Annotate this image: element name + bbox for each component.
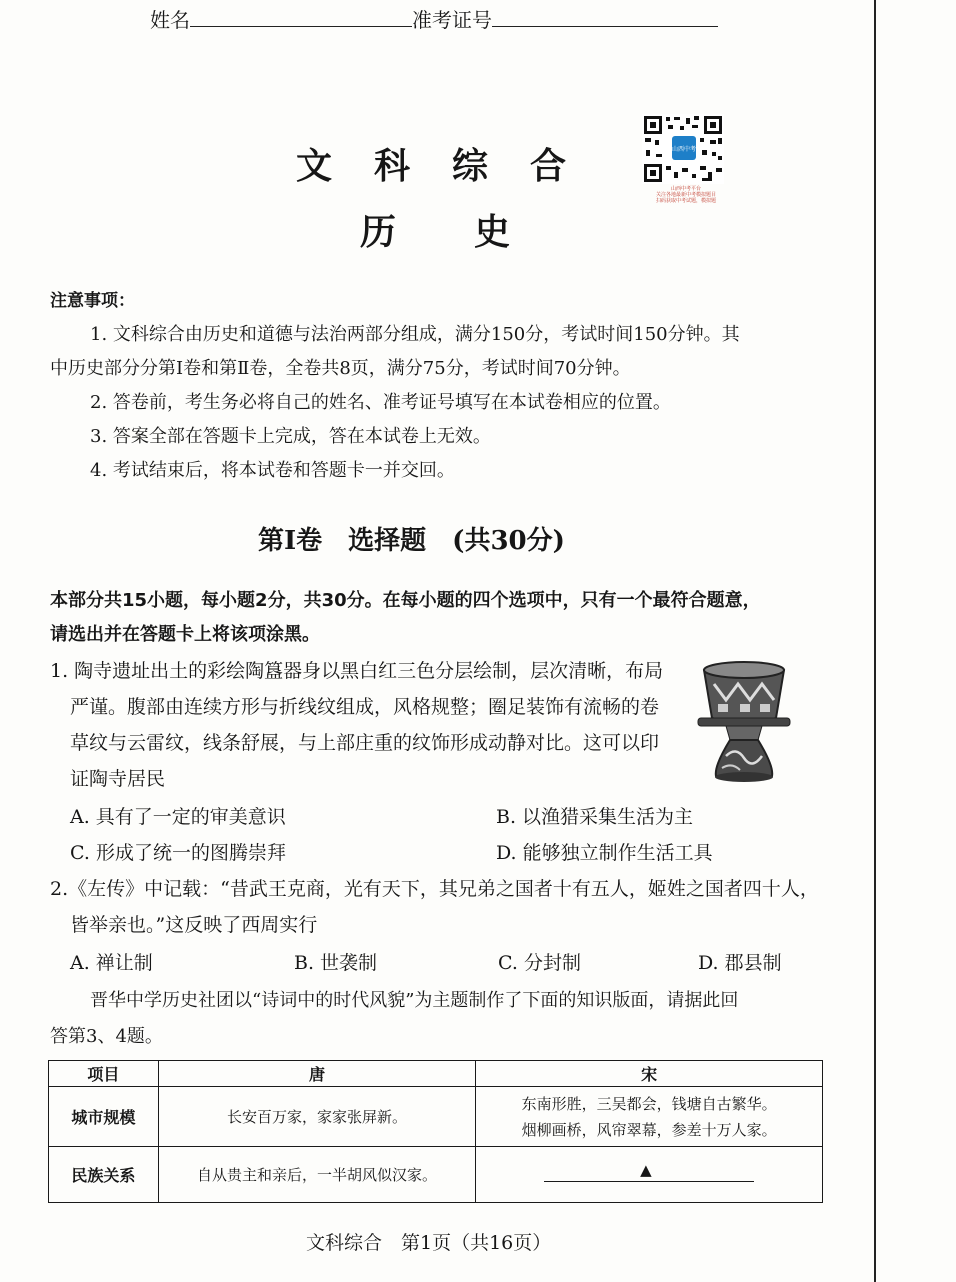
question-1-option-c[interactable]: C. 形成了统一的图腾崇拜: [70, 842, 286, 864]
table-row: [49, 1147, 823, 1203]
table-item-cell: 民族关系: [49, 1147, 159, 1203]
question-1-line: 证陶寺居民: [70, 768, 166, 790]
context-line: 答第3、4题。: [50, 1026, 163, 1047]
question-2-option-b[interactable]: B. 世袭制: [294, 952, 378, 974]
exam-id-label: 准考证号: [412, 8, 492, 32]
knowledge-table: [48, 1060, 823, 1203]
question-1-option-d[interactable]: D. 能够独立制作生活工具: [496, 842, 713, 864]
exam-id-blank-line[interactable]: [492, 26, 718, 27]
table-row: [49, 1087, 823, 1147]
qr-caption: [636, 186, 736, 204]
table-song-cell: [476, 1147, 823, 1203]
section-instruction: 请选出并在答题卡上将该项涂黑。: [50, 624, 320, 645]
notice-line: 3. 答案全部在答题卡上完成，答在本试卷上无效。: [90, 426, 491, 447]
table-header-cell: 宋: [476, 1061, 823, 1087]
question-1-line: 1. 陶寺遗址出土的彩绘陶簋器身以黑白红三色分层绘制，层次清晰，布局: [50, 660, 664, 682]
table-header-cell: 唐: [158, 1061, 475, 1087]
qr-caption-line: 扫码获取中考试题，模拟题: [655, 198, 716, 204]
page-footer: 文科综合 第1页（共16页）: [306, 1232, 552, 1254]
question-1-option-a[interactable]: A. 具有了一定的审美意识: [70, 806, 286, 828]
notice-line: 1. 文科综合由历史和道德与法治两部分组成，满分150分，考试时间150分钟。其: [90, 324, 740, 345]
page-title: 文科综合: [296, 146, 609, 187]
subject-title: 历史: [360, 212, 589, 253]
question-2-line: 2.《左传》中记载：“昔武王克商，光有天下，其兄弟之国者十有五人，姬姓之国者四十人，: [50, 878, 819, 900]
question-1-line: 草纹与云雷纹，线条舒展，与上部庄重的纹饰形成动静对比。这可以印: [70, 732, 660, 754]
table-header-row: [49, 1061, 823, 1087]
triangle-marker: ▲: [640, 1161, 652, 1179]
answer-blank[interactable]: [544, 1159, 754, 1182]
qr-caption-line: 山西中考平台: [670, 186, 701, 192]
table-header-cell: 项目: [49, 1061, 159, 1087]
qr-code-icon: [642, 114, 724, 184]
question-2-option-a[interactable]: A. 禅让制: [70, 952, 153, 974]
table-tang-cell: 长安百万家，家家张屏新。: [158, 1087, 475, 1147]
notice-line: 2. 答卷前，考生务必将自己的姓名、准考证号填写在本试卷相应的位置。: [90, 392, 671, 413]
table-song-cell: [476, 1087, 823, 1147]
question-2-line: 皆举亲也。”这反映了西周实行: [70, 914, 318, 936]
question-2-option-d[interactable]: D. 郡县制: [698, 952, 782, 974]
context-line: 晋华中学历史社团以“诗词中的时代风貌”为主题制作了下面的知识版面，请据此回: [90, 990, 739, 1011]
table-song-line: 烟柳画桥，风帘翠幕，参差十万人家。: [521, 1120, 777, 1139]
question-1-line: 严谨。腹部由连续方形与折线纹组成，风格规整；圈足装饰有流畅的卷: [70, 696, 660, 718]
table-item-cell: 城市规模: [49, 1087, 159, 1147]
name-blank-line[interactable]: [190, 26, 412, 27]
table-song-line: 东南形胜，三吴都会，钱塘自古繁华。: [521, 1094, 777, 1113]
notice-heading: 注意事项：: [50, 291, 135, 311]
section-title: 第Ⅰ卷 选择题 (共30分): [258, 526, 565, 556]
qr-center-label: 山西中考: [671, 146, 697, 153]
question-2-option-c[interactable]: C. 分封制: [498, 952, 581, 974]
section-instruction: 本部分共15小题，每小题2分，共30分。在每小题的四个选项中，只有一个最符合题意，: [50, 590, 761, 611]
notice-line: 中历史部分分第Ⅰ卷和第Ⅱ卷，全卷共8页，满分75分，考试时间70分钟。: [50, 358, 631, 379]
notice-line: 4. 考试结束后，将本试卷和答题卡一并交回。: [90, 460, 455, 481]
name-label: 姓名: [150, 8, 190, 32]
table-tang-cell: 自从贵主和亲后，一半胡风似汉家。: [158, 1147, 475, 1203]
page-edge-rule: [874, 0, 876, 1282]
qr-caption-line: 关注各地最新中考模拟题目: [655, 192, 716, 198]
painted-pottery-gui-image: [696, 656, 792, 786]
question-1-option-b[interactable]: B. 以渔猎采集生活为主: [496, 806, 694, 828]
